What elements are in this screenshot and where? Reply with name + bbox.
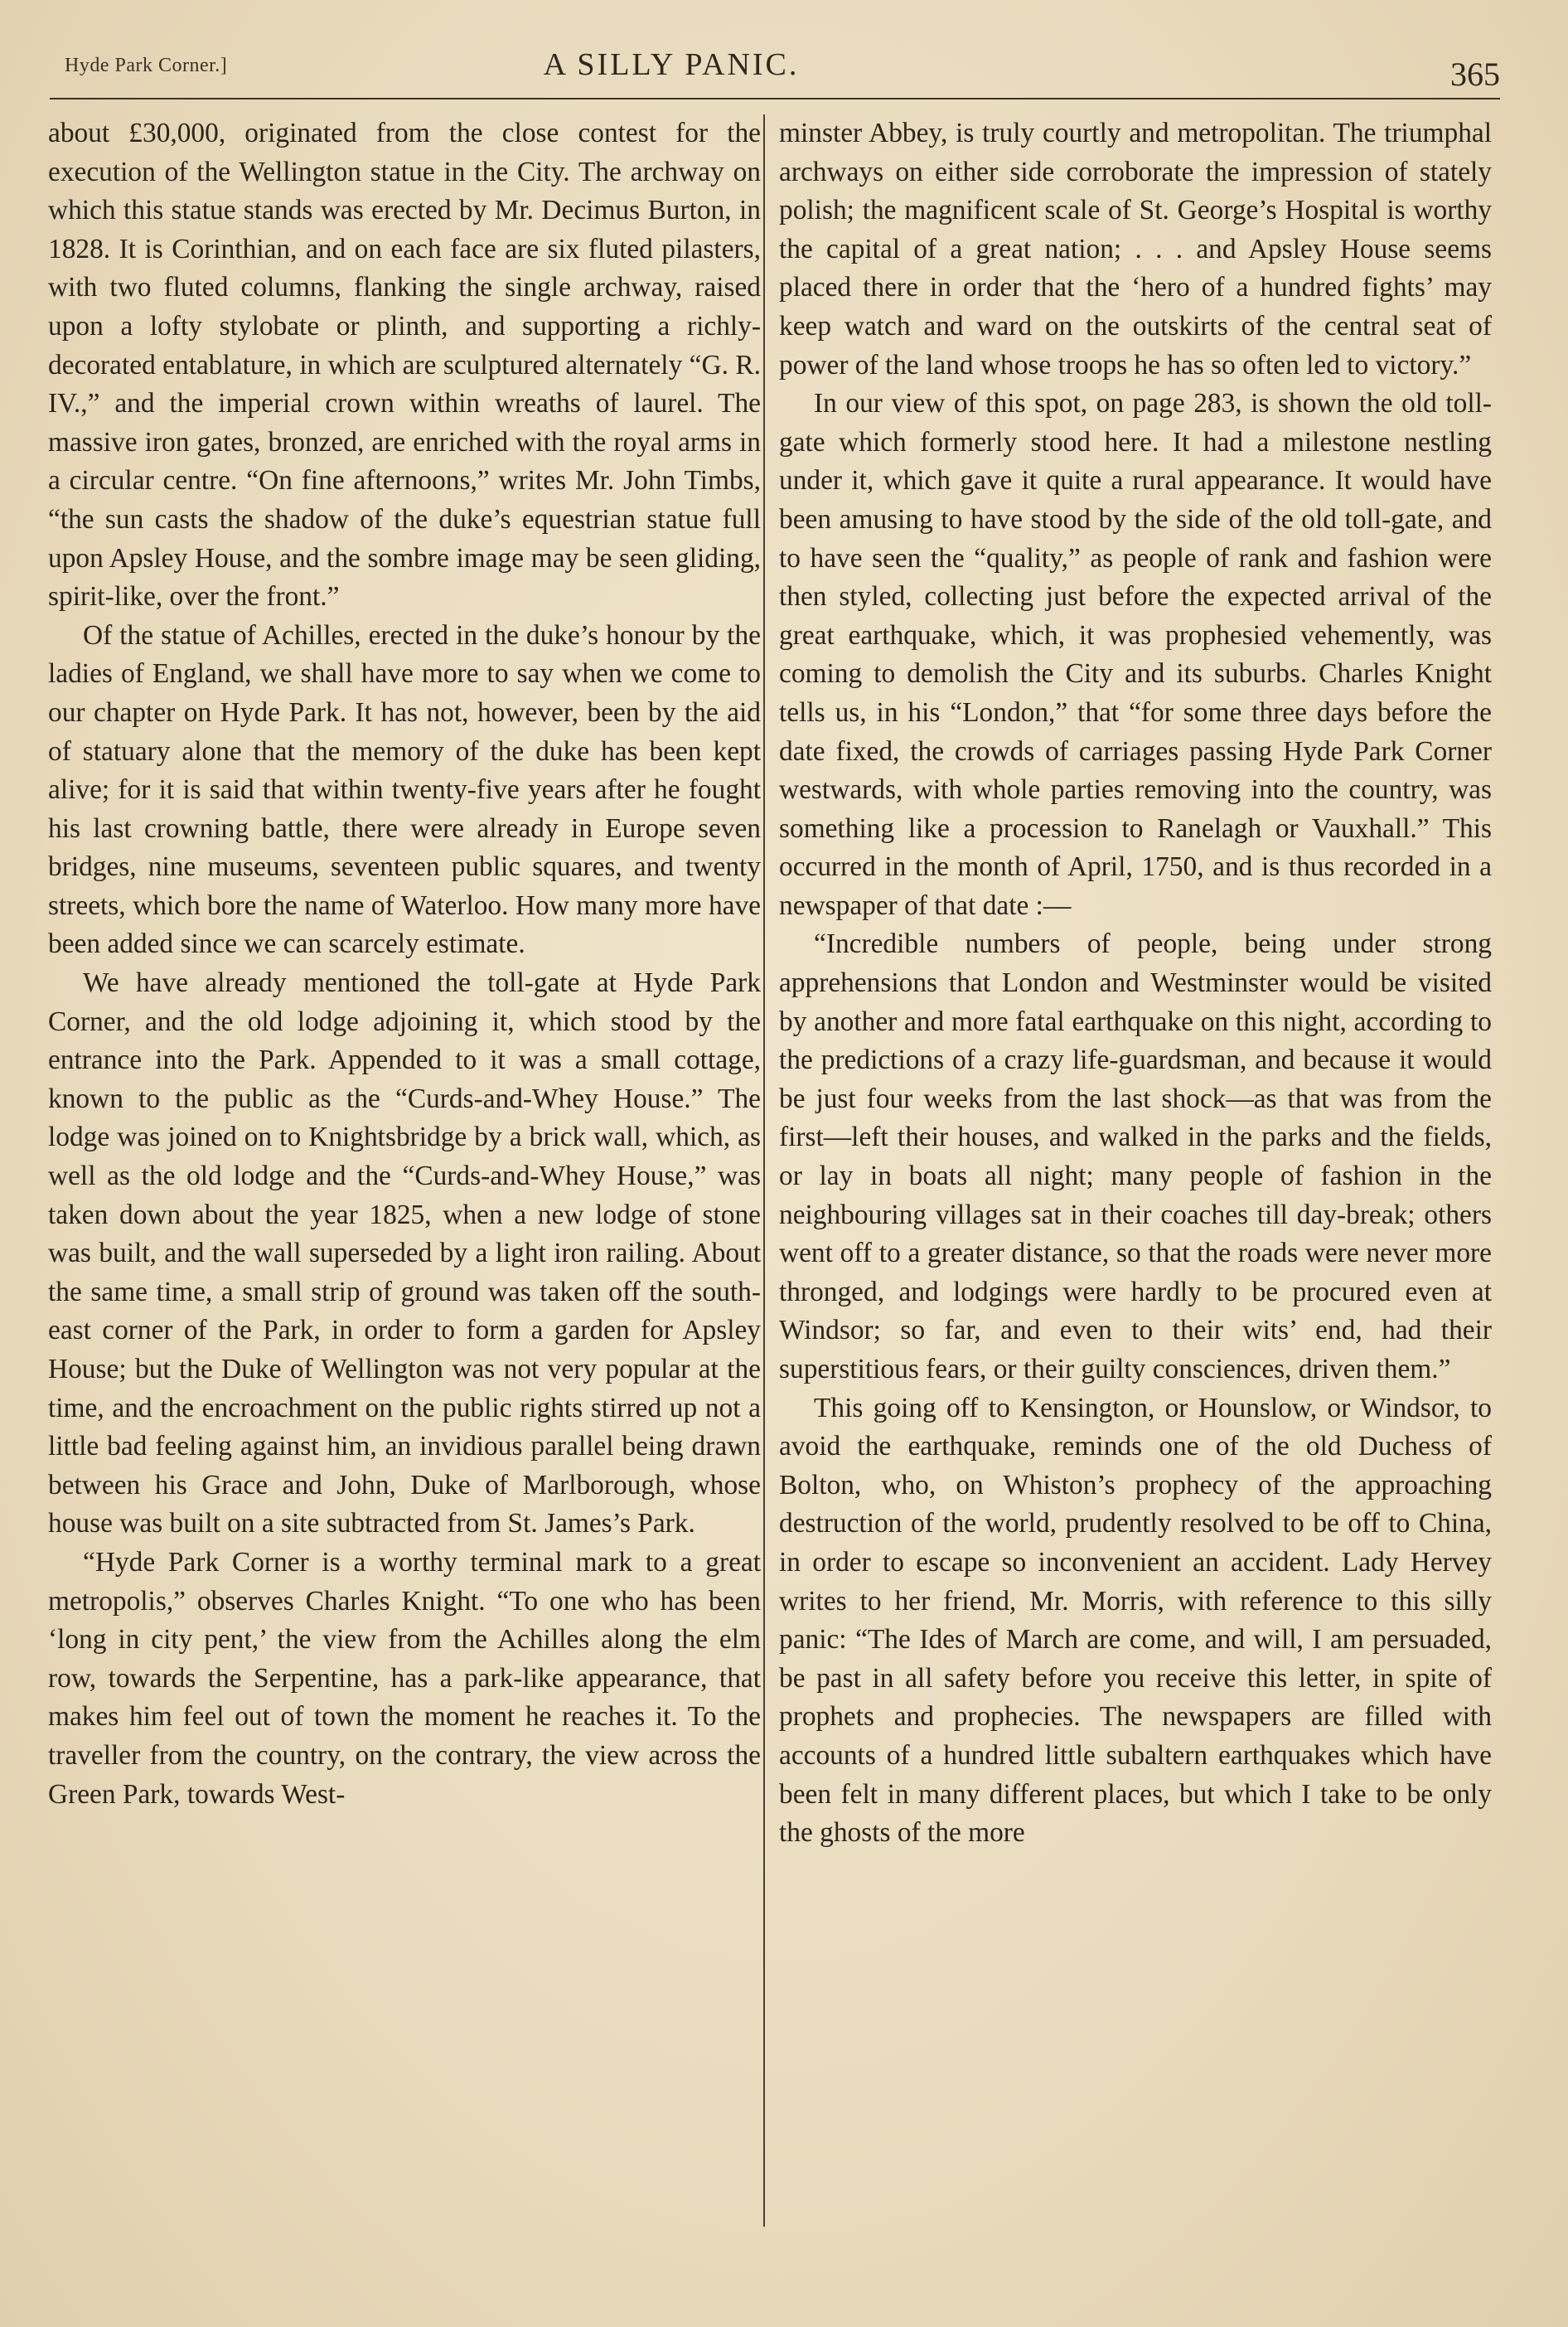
page-number: 365 [1450, 56, 1500, 93]
paragraph: This going off to Kensington, or Hounslow, or Windsor, to avoid the earthquake, reminds one of the old Duchess of Bolton, who, on Whiston’s prophecy of the approaching destruction of the world, prudently resolved to be off to China, in order to escape so inconvenient an accident. Lady Hervey writes to her friend, Mr. Morris, with reference to this silly panic: “The Ides of March are come, and will, I am persuaded, be past in all safety before you receive this letter, in spite of prophets and prophecies. The newspapers are filled with accounts of a hundred little subaltern earthquakes which have been felt in many different places, but which I take to be only the ghosts of the more [779, 1392, 1492, 1849]
header-rule [50, 98, 1500, 99]
paragraph: In our view of this spot, on page 283, is shown the old toll-gate which formerly stood here. It had a milestone nestling under it, which gave it quite a rural appearance. It would have been amusing to have stood by the side of the old toll-gate, and to have seen the “quality,” as people of rank and fashion were then styled, collecting just before the expected arrival of the great earthquake, which, it was prophesied vehemently, was coming to demolish the City and its suburbs. Charles Knight tells us, in his “London,” that “for some three days before the date fixed, the crowds of carriages passing Hyde Park Corner westwards, with whole parties removing into the country, was something like a procession to Ranelagh or Vauxhall.” This occurred in the month of April, 1750, and is thus recorded in a newspaper of that date :— [779, 388, 1492, 921]
left-column [48, 114, 761, 1814]
paragraph: We have already mentioned the toll-gate at Hyde Park Corner, and the old lodge adjoining it, which stood by the entrance into the Park. Appended to it was a small cottage, known to the public as the “Curds-and-Whey House.” The lodge was joined on to Knightsbridge by a brick wall, which, as well as the old lodge and the “Curds-and-Whey House,” was taken down about the year 1825, when a new lodge of stone was built, and the wall superseded by a light iron railing. About the same time, a small strip of ground was taken off the south-east corner of the Park, in order to form a garden for Apsley House; but the Duke of Wellington was not very popular at the time, and the encroachment on the public rights stirred up not a little bad feeling against him, an invidious parallel being drawn between his Grace and John, Duke of Marlborough, whose house was built on a site subtracted from St. James’s Park. [48, 967, 761, 1539]
page-title: A SILLY PANIC. [543, 47, 800, 82]
column-divider [763, 114, 765, 2227]
paragraph: minster Abbey, is truly courtly and metropolitan. The triumphal archways on either side corroborate the impression of stately polish; the magnificent scale of St. George’s Hospital is worthy the capital of a great nation; . . . and Apsley House seems placed there in order that the ‘hero of a hundred fights’ may keep watch and ward on the outskirts of the central seat of power of the land whose troops he has so often led to victory.” [779, 118, 1492, 381]
section-label: Hyde Park Corner.] [65, 55, 228, 76]
quotation-paragraph: “Incredible numbers of people, being under strong apprehensions that London and Westminster would be visited by another and more fatal earthquake on this night, according to the predictions of a crazy life-guardsman, and because it would be just four weeks from the last shock—as that was from the first—left their houses, and walked in the parks and the fields, or lay in boats all night; many people of fashion in the neighbouring villages sat in their coaches till day-break; others went off to a greater distance, so that the roads were never more thronged, and lodgings were hardly to be procured even at Windsor; so far, and even to their wits’ end, had their superstitious fears, or their guilty consciences, driven them.” [779, 928, 1492, 1384]
paragraph: “Hyde Park Corner is a worthy terminal mark to a great metropolis,” observes Charles Knight. “To one who has been ‘long in city pent,’ the view from the Achilles along the elm row, towards the Serpentine, has a park-like appearance, that makes him feel out of town the moment he reaches it. To the traveller from the country, on the contrary, the view across the Green Park, towards West- [48, 1546, 761, 1810]
right-column [779, 114, 1492, 1853]
paragraph: Of the statue of Achilles, erected in the duke’s honour by the ladies of England, we shall have more to say when we come to our chapter on Hyde Park. It has not, however, been by the aid of statuary alone that the memory of the duke has been kept alive; for it is said that within twenty-five years after he fought his last crowning battle, there were already in Europe seven bridges, nine museums, seventeen public squares, and twenty streets, which bore the name of Waterloo. How many more have been added since we can scarcely estimate. [48, 619, 761, 960]
paragraph: about £30,000, originated from the close contest for the execution of the Wellington statue in the City. The archway on which this statue stands was erected by Mr. Decimus Burton, in 1828. It is Corinthian, and on each face are six fluted pilasters, with two fluted columns, flanking the single archway, raised upon a lofty stylobate or plinth, and supporting a richly-decorated entablature, in which are sculptured alternately “G. R. IV.,” and the imperial crown within wreaths of laurel. The massive iron gates, bronzed, are enriched with the royal arms in a circular centre. “On fine afternoons,” writes Mr. John Timbs, “the sun casts the shadow of the duke’s equestrian statue full upon Apsley House, and the sombre image may be seen gliding, spirit-like, over the front.” [48, 118, 761, 613]
running-head [50, 43, 1500, 101]
